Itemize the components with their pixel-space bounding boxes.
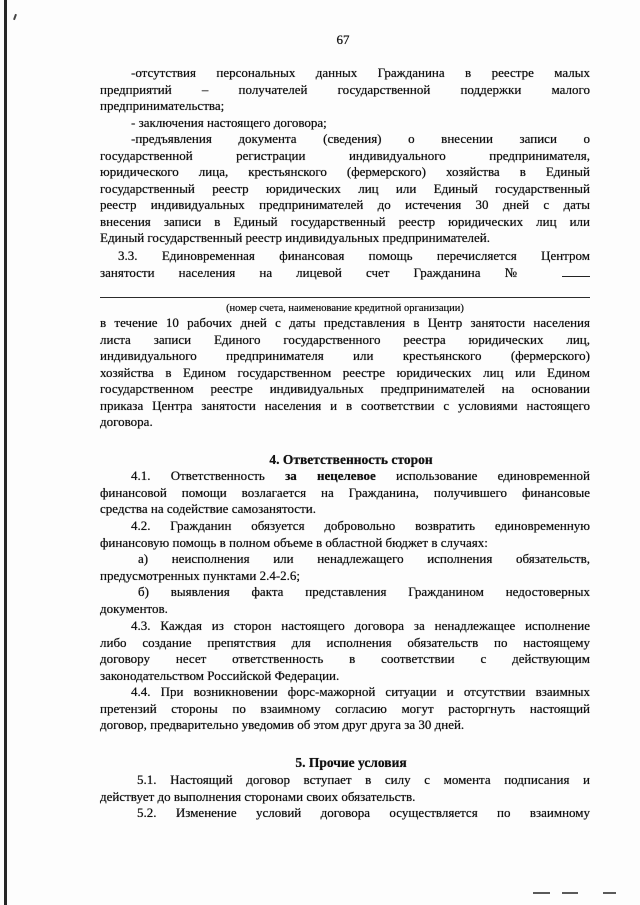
text-line: документов.	[100, 600, 168, 616]
text-line	[100, 468, 590, 485]
clause-3-3	[100, 248, 590, 281]
clause-5-1	[100, 772, 590, 805]
text-line: Единый государственный реестр индивидуальных предпринимателей.	[100, 230, 491, 245]
line-text: использование единовременной	[375, 468, 590, 483]
scan-left-edge	[4, 0, 7, 905]
text-line: финансовой помощи возлагается на Гражданина, получившего финансовые	[100, 484, 590, 500]
text-line: 4.3. Каждая из сторон настоящего договора за ненадлежащее исполнение	[131, 618, 590, 633]
text-line: -отсутствия персональных данных Гражданина в реестре малых	[131, 65, 590, 80]
text-line: б) выявления факта представления Гражданином недостоверных	[138, 584, 590, 599]
text-line: в течение 10 рабочих дней с даты представления в Центр занятости населения	[100, 315, 590, 330]
section-5-heading: 5. Прочие условия	[295, 755, 407, 770]
text-line: финансовую помощь в полном объеме в областной бюджет в случаях:	[100, 534, 488, 550]
clause-3-2-item-3	[100, 131, 590, 247]
scan-artifact	[562, 892, 578, 894]
text-line: государственный реестр юридических лиц или Единый государственный	[100, 180, 590, 196]
clause-3-3-continuation	[100, 315, 590, 431]
text-line: внесения записи в Единый государственный реестр юридических лиц или	[100, 213, 590, 229]
text-line: - заключения настоящего договора;	[131, 115, 327, 130]
text-line: договор, предварительно уведомив об этом друг друга за 30 дней.	[100, 717, 465, 732]
line-text: 4.1. Ответственность	[131, 468, 286, 483]
text-line: приказа Центра занятости населения и в соответствии с условиями настоящего	[100, 397, 590, 413]
text-line: государственном реестре индивидуальных предпринимателей на основании	[100, 381, 590, 396]
text-line: претензий стороны по взаимному согласию могут расторгнуть настоящий	[100, 700, 590, 716]
page-number: 67	[336, 32, 350, 47]
line-text: занятости населения на лицевой счет Гражданина №	[100, 264, 538, 280]
text-line: -предъявления документа (сведения) о внесении записи о	[131, 131, 590, 146]
clause-3-2-item-1	[100, 65, 590, 115]
text-line: предприятий – получателей государственной поддержки малого	[100, 81, 590, 97]
text-line	[100, 265, 590, 282]
account-details-field-line	[100, 297, 590, 298]
text-line: средства на содействие самозанятости.	[100, 501, 316, 516]
scan-artifact	[533, 892, 550, 894]
account-number-blank	[562, 266, 590, 277]
text-line: предусмотренных пунктами 2.4-2.6;	[100, 567, 301, 583]
text-line: 4.2. Гражданин обязуется добровольно возвратить единовременную	[131, 518, 590, 533]
text-line: действует до выполнения сторонами своих обязательств.	[100, 788, 416, 804]
clause-5-2	[100, 805, 590, 822]
clause-4-2	[100, 518, 590, 551]
clause-3-2-item-2	[100, 115, 590, 132]
text-line: хозяйства в Едином государственном реестре юридических лиц или Едином	[100, 364, 590, 380]
clause-4-1	[100, 468, 590, 518]
text-line: листа записи Единого государственного реестра юридических лиц,	[100, 331, 590, 347]
text-line: а) неисполнения или ненадлежащего исполнения обязательств,	[138, 551, 590, 566]
clause-4-2-case-a	[100, 551, 590, 584]
text-line: юридического лица, крестьянского (фермерского) хозяйства в Единый	[100, 164, 590, 179]
text-line: 5.2. Изменение условий договора осуществляется по взаимному	[137, 805, 590, 820]
emphasis-text: за нецелевое	[285, 468, 376, 483]
text-line: предпринимательства;	[100, 98, 225, 113]
text-line: договора.	[100, 414, 153, 429]
clause-4-2-case-b	[100, 584, 590, 617]
text-line: государственной регистрации индивидуального предпринимателя,	[100, 147, 590, 163]
text-line: реестр индивидуальных предпринимателей до истечения 30 дней с даты	[100, 197, 590, 212]
text-line: либо создание препятствия для исполнения обязательств по настоящему	[100, 634, 590, 650]
text-line: договору несет ответственность в соответствии с действующим	[100, 651, 590, 666]
text-line: индивидуального предпринимателя или крестьянского (фермерского)	[100, 348, 590, 363]
text-line: 3.3. Единовременная финансовая помощь перечисляется Центром	[118, 248, 590, 263]
text-line: 4.4. При возникновении форс-мажорной ситуации и отсутствии взаимных	[131, 684, 590, 699]
scan-mark	[13, 14, 17, 20]
account-field-caption: (номер счета, наименование кредитной организации)	[226, 303, 464, 314]
section-4-heading: 4. Ответственность сторон	[269, 452, 433, 467]
clause-4-4	[100, 684, 590, 734]
text-line: законодательством Российской Федерации.	[100, 667, 340, 683]
scan-artifact	[603, 892, 616, 894]
text-line: 5.1. Настоящий договор вступает в силу с момента подписания и	[137, 772, 590, 787]
clause-4-3	[100, 618, 590, 684]
